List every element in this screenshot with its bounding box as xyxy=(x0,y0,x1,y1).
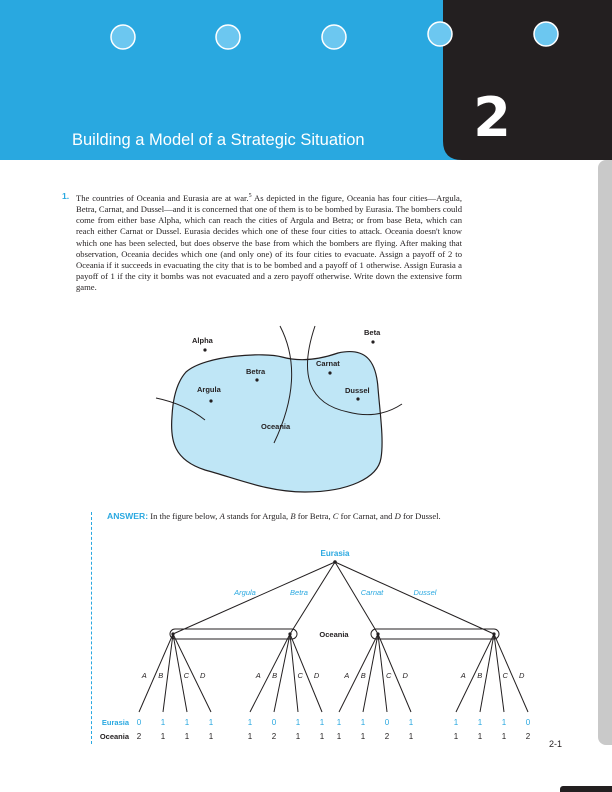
payoff-values xyxy=(137,718,531,741)
problem-number: 1. xyxy=(62,191,70,201)
oceania-action-label: B xyxy=(360,671,366,680)
base-beta-marker xyxy=(371,340,374,343)
oceania-action-label: B xyxy=(158,671,164,680)
oceania-payoff: 1 xyxy=(453,732,459,741)
root-node xyxy=(333,560,337,564)
oceania-action-labels xyxy=(141,671,525,680)
oceania-action-label: C xyxy=(297,671,303,680)
root-branch-line xyxy=(335,562,378,634)
eurasia-payoff: 1 xyxy=(184,718,190,727)
problem-statement xyxy=(62,191,462,294)
chapter-number: 2 xyxy=(473,86,511,149)
action-argula-label: Argula xyxy=(234,588,256,597)
oceania-action-label: D xyxy=(313,671,320,680)
info-set-player-label: Oceania xyxy=(319,630,349,639)
war-map-figure xyxy=(140,322,440,502)
payoff-row-label-oceania: Oceania xyxy=(99,732,129,741)
root-branch-line xyxy=(335,562,494,634)
base-alpha-marker xyxy=(203,348,206,351)
decorative-dot xyxy=(534,22,558,46)
page-number: 2-1 xyxy=(549,739,563,749)
oceania-payoff: 1 xyxy=(360,732,366,741)
answer-symbol-d: D xyxy=(394,511,401,521)
city-argula-label: Argula xyxy=(197,385,221,394)
oceania-payoff: 2 xyxy=(271,732,277,741)
oceania-action-label: B xyxy=(272,671,278,680)
oceania-payoff: 1 xyxy=(247,732,253,741)
answer-text-part: for Betra, xyxy=(295,511,333,521)
oceania-payoff: 1 xyxy=(477,732,483,741)
eurasia-payoff: 1 xyxy=(453,718,459,727)
answer-label: ANSWER: xyxy=(107,511,149,521)
oceania-payoff: 1 xyxy=(319,732,325,741)
eurasia-payoff: 1 xyxy=(208,718,214,727)
footnote-marker[interactable]: 5 xyxy=(248,193,252,199)
action-betra-label: Betra xyxy=(290,588,308,597)
answer-text-part: for Carnat, and xyxy=(338,511,395,521)
oceania-action-label: A xyxy=(255,671,261,680)
decorative-dot xyxy=(428,22,452,46)
answer-text-part: stands for Argula, xyxy=(224,511,291,521)
oceania-payoff: 2 xyxy=(136,732,142,741)
oceania-action-label: D xyxy=(518,671,525,680)
oceania-payoff: 1 xyxy=(336,732,342,741)
city-carnat-marker xyxy=(328,371,331,374)
city-argula-marker xyxy=(209,399,212,402)
oceania-payoff: 1 xyxy=(208,732,214,741)
answer-symbol-a: A xyxy=(219,511,225,521)
eurasia-payoff: 1 xyxy=(501,718,507,727)
footer-bar xyxy=(560,786,612,792)
problem-text-rest: As depicted in the figure, Oceania has four cities—Argula, Betra, Carnat, and Dussel—and it is concerned that one of them is to be bombed by Eurasia. The bombers could come from either base Alpha, which can reach the cities of Argula and Betra; or from base Beta, which can reach either Carnat or Dussel. Eurasia decides which one of these four cities to attack. Oceania doesn't know which one has been selected, but does observe the base from which the bombers are flying. After making that observation, Oceania decides which one (and only one) of its four cities to evacuate. Assign a payoff of 2 to Oceania if it succeeds in evacuating the city that is to be bombed and a payoff of 1 otherwise. Assign Eurasia a payoff of 1 if the city it bombs was not evacuated and a zero payoff otherwise. Write down the extensive form game. xyxy=(76,192,462,293)
answer-text-part: for Dussel. xyxy=(400,511,441,521)
eurasia-payoff: 1 xyxy=(336,718,342,727)
problem-text-start: The countries of Oceania and Eurasia are at war. xyxy=(76,192,249,203)
answer-text xyxy=(107,511,447,522)
decorative-dot xyxy=(322,25,346,49)
city-dussel-label: Dussel xyxy=(345,386,370,395)
city-carnat-label: Carnat xyxy=(316,359,340,368)
eurasia-payoff: 0 xyxy=(271,718,277,727)
oceania-payoff: 2 xyxy=(525,732,531,741)
eurasia-payoff: 1 xyxy=(247,718,253,727)
eurasia-payoff: 1 xyxy=(295,718,301,727)
city-dussel-marker xyxy=(356,397,359,400)
decorative-dot xyxy=(216,25,240,49)
eurasia-payoff: 0 xyxy=(384,718,390,727)
oceania-payoff: 1 xyxy=(295,732,301,741)
root-branch-line xyxy=(173,562,335,634)
region-oceania-label: Oceania xyxy=(261,422,291,431)
city-betra-marker xyxy=(255,378,258,381)
base-beta-label: Beta xyxy=(364,328,381,337)
payoff-row-label-eurasia: Eurasia xyxy=(101,718,129,727)
oceania-action-label: C xyxy=(502,671,508,680)
eurasia-payoff: 1 xyxy=(160,718,166,727)
base-alpha-label: Alpha xyxy=(192,336,213,345)
page-side-tab xyxy=(598,160,612,745)
oceania-action-label: D xyxy=(200,671,206,680)
root-player-label: Eurasia xyxy=(320,549,350,558)
oceania-payoff: 1 xyxy=(184,732,190,741)
answer-text-part: In the figure below, xyxy=(148,511,220,521)
eurasia-payoff: 1 xyxy=(408,718,414,727)
oceania-payoff: 1 xyxy=(408,732,414,741)
oceania-action-label: A xyxy=(344,671,350,680)
extensive-form-game-tree xyxy=(0,540,612,750)
eurasia-payoff: 0 xyxy=(136,718,142,727)
eurasia-payoff: 1 xyxy=(360,718,366,727)
chapter-title: Building a Model of a Strategic Situation xyxy=(72,131,365,149)
oceania-payoff: 1 xyxy=(160,732,166,741)
answer-symbol-b: B xyxy=(290,511,296,521)
eurasia-payoff: 0 xyxy=(525,718,531,727)
root-branch-line xyxy=(290,562,335,634)
answer-symbol-c: C xyxy=(332,511,339,521)
oceania-action-label: D xyxy=(402,671,408,680)
oceania-payoff: 1 xyxy=(501,732,507,741)
oceania-info-set-right xyxy=(371,629,499,639)
city-betra-label: Betra xyxy=(246,367,266,376)
oceania-info-set-left xyxy=(170,629,297,639)
oceania-action-label: A xyxy=(141,671,147,680)
oceania-action-label: C xyxy=(385,671,392,680)
action-carnat-label: Carnat xyxy=(360,588,384,597)
oceania-payoff: 2 xyxy=(384,732,390,741)
oceania-action-label: A xyxy=(460,671,466,680)
oceania-action-label: B xyxy=(477,671,483,680)
oceania-action-label: C xyxy=(183,671,189,680)
decorative-dot xyxy=(111,25,135,49)
eurasia-payoff: 1 xyxy=(477,718,483,727)
eurasia-payoff: 1 xyxy=(319,718,325,727)
action-dussel-label: Dussel xyxy=(413,588,437,597)
